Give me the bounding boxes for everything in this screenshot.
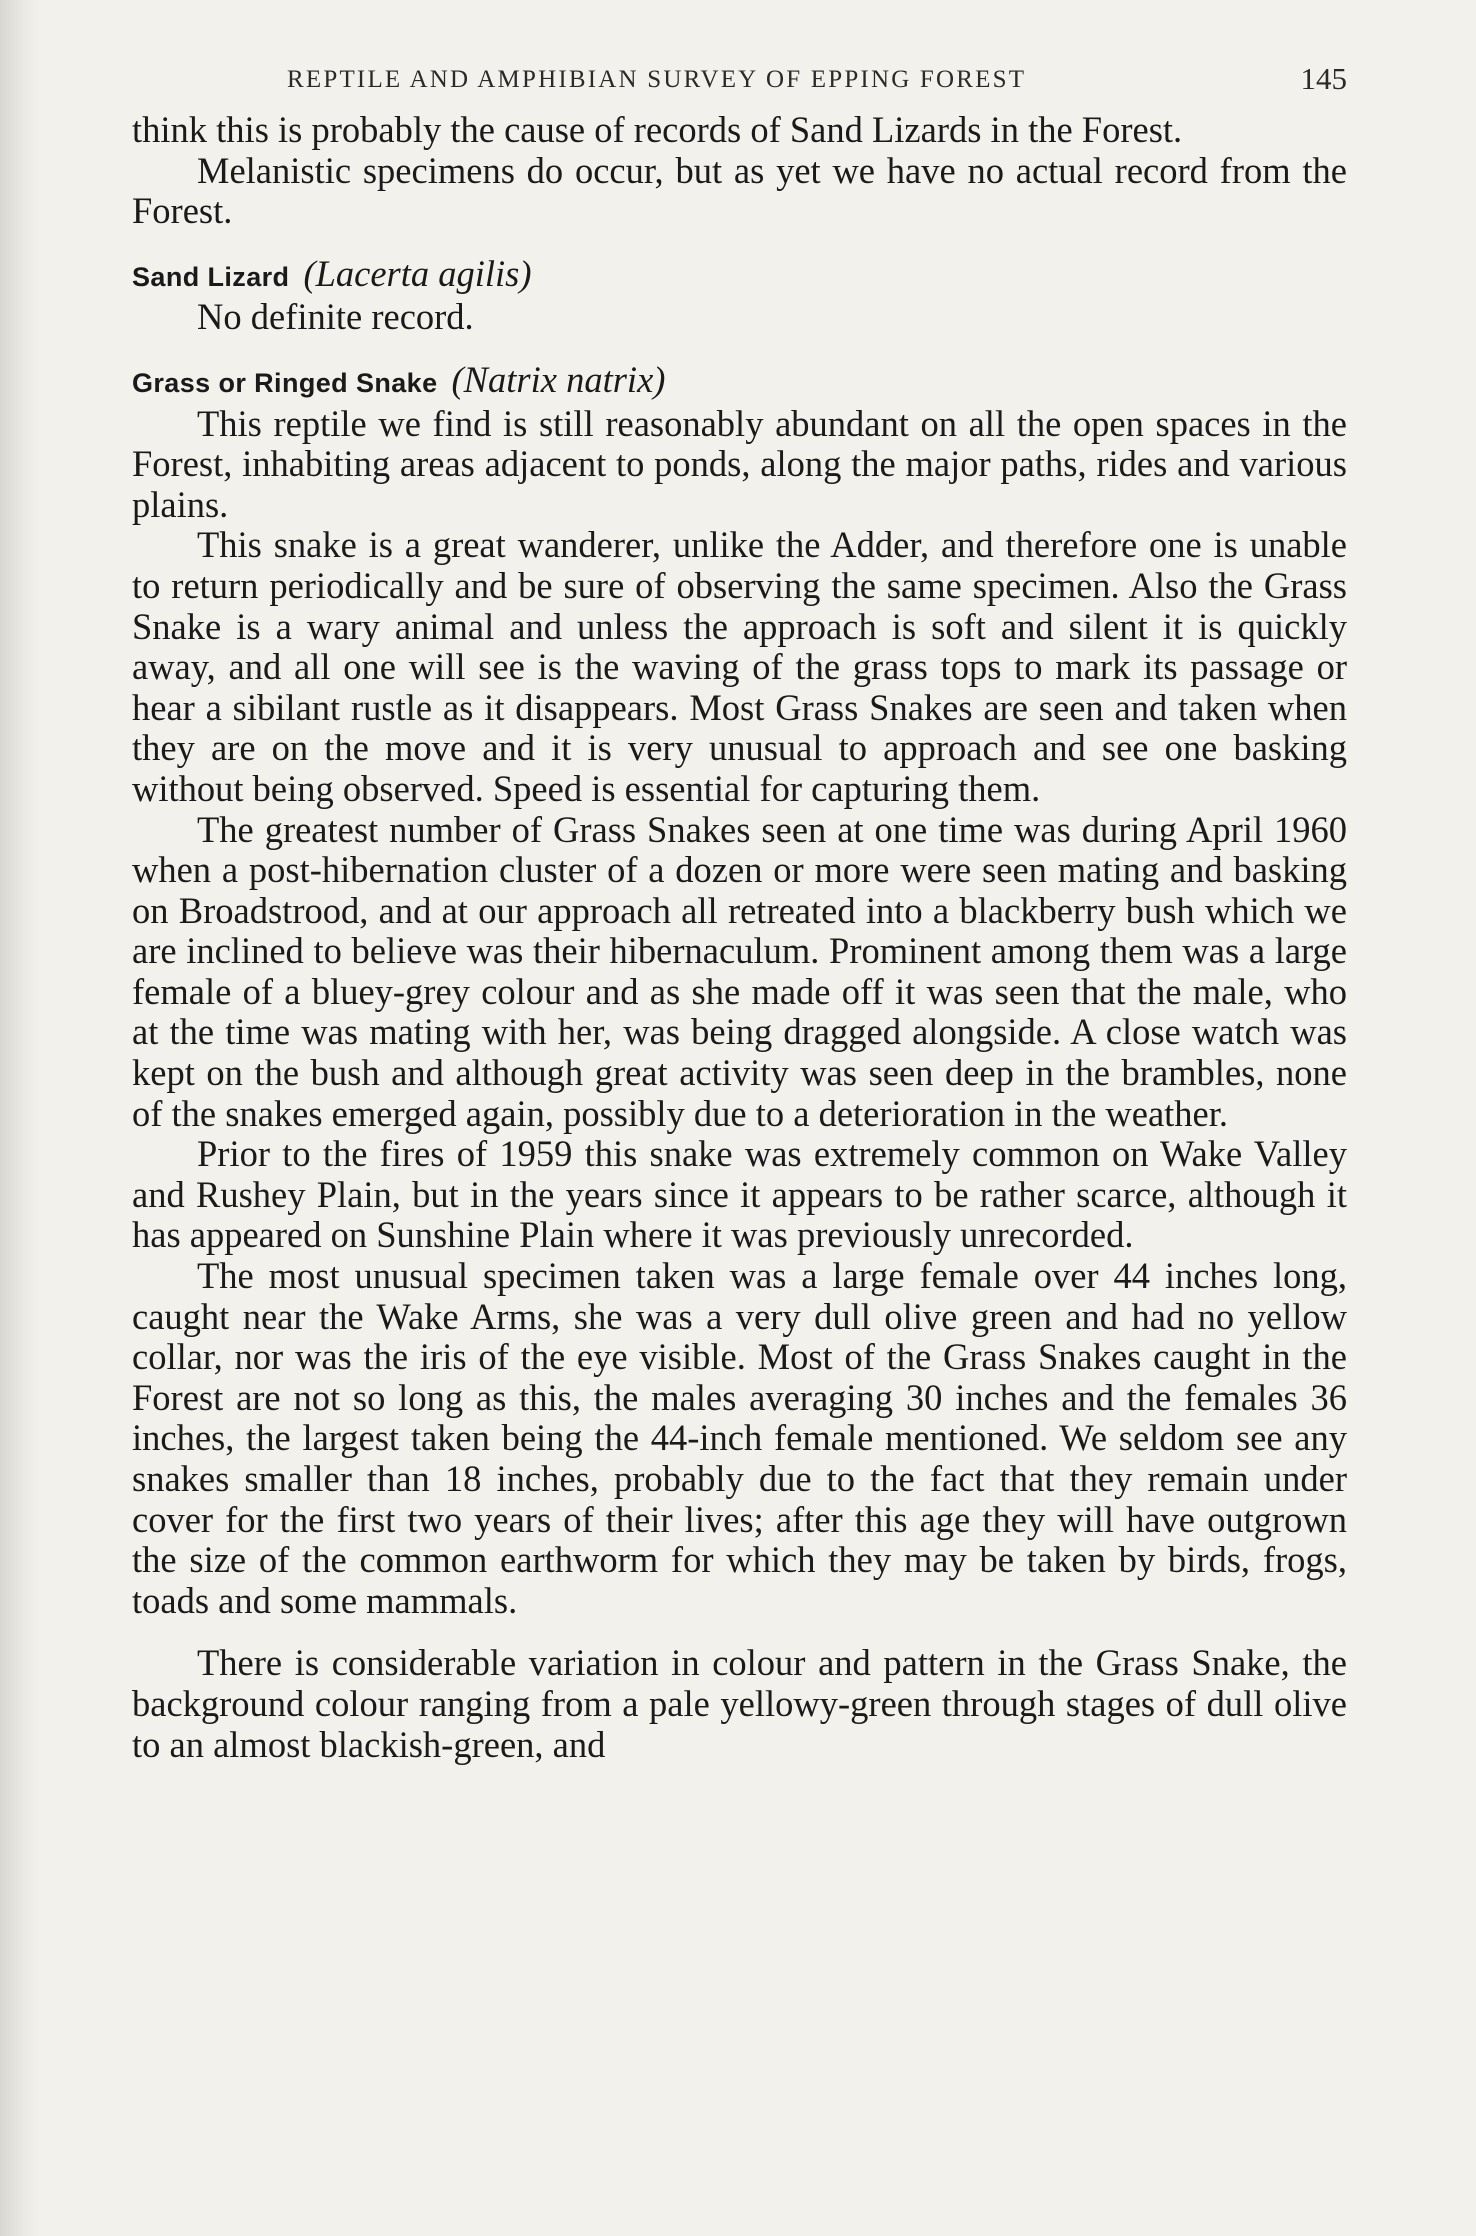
paragraph-grass-snake-abundance: This reptile we find is still reasonably abundant on all the open spaces in the Forest, inhabiting areas adjacent to ponds, along the major paths, rides and various plains. — [132, 402, 1347, 525]
paragraph-grass-snake-variation: There is considerable variation in colour and pattern in the Grass Snake, the background colour ranging from a pale yellowy-green through stages of dull olive to an almost blackish-green, and — [132, 1642, 1347, 1765]
paragraph-grass-snake-wanderer: This snake is a great wanderer, unlike the Adder, and therefore one is unable to return periodically and be sure of observing the same specimen. Also the Grass Snake is a wary animal and unless the approach is soft and silent it is quickly away, and all one will see is the waving of the grass tops to mark its passage or hear a sibilant rustle as it disappears. Most Grass Snakes are seen and taken when they are on the move and it is very unusual to approach and see one basking without being observed. Speed is essential for capturing them. — [132, 524, 1347, 809]
running-head-title: REPTILE AND AMPHIBIAN SURVEY OF EPPING FOREST — [287, 66, 1027, 93]
paragraph-grass-snake-specimen: The most unusual specimen taken was a large female over 44 inches long, caught near the Wake Arms, she was a very dull olive green and had no yellow collar, nor was the iris of the eye visible. Most of the Grass Snakes caught in the Forest are not so long as this, the males averaging 30 inches and the females 36 inches, the largest taken being the 44-inch female mentioned. We seldom see any snakes smaller than 18 inches, probably due to the fact that they remain under cover for the first two years of their lives; after this age they will have outgrown the size of the common earthworm for which they may be taken by birds, frogs, toads and some mammals. — [132, 1255, 1347, 1621]
paragraph-continued: think this is probably the cause of records of Sand Lizards in the Forest. — [132, 109, 1183, 150]
paragraph-sand-lizard: No definite record. — [197, 296, 474, 338]
page-number: 145 — [1300, 61, 1347, 96]
paragraph-grass-snake-fires: Prior to the fires of 1959 this snake was extremely common on Wake Valley and Rushey Plain, but in the years since it appears to be rather scarce, although it has appeared on Sunshine Plain where it was previously unrecorded. — [132, 1133, 1347, 1256]
page-gutter-shadow — [0, 0, 40, 2236]
species-common-name: Sand Lizard — [132, 261, 290, 292]
species-heading-grass-snake — [132, 360, 1347, 404]
species-latin-name: (Natrix natrix) — [451, 358, 666, 400]
paragraph-grass-snake-cluster: The greatest number of Grass Snakes seen at one time was during April 1960 when a post-hibernation cluster of a dozen or more were seen mating and basking on Broadstrood, and at our approach all retreated into a blackberry bush which we are inclined to believe was their hibernaculum. Prominent among them was a large female of a bluey-grey colour and as she made off it was seen that the male, who at the time was mating with her, was being dragged alongside. A close watch was kept on the bush and although great activity was seen deep in the brambles, none of the snakes emerged again, possibly due to a deterioration in the weather. — [132, 808, 1347, 1134]
paragraph-melanistic: Melanistic specimens do occur, but as yet we have no actual record from the Forest. — [132, 149, 1347, 232]
species-common-name: Grass or Ringed Snake — [132, 367, 438, 398]
species-heading-sand-lizard — [132, 254, 1347, 298]
body-text — [132, 110, 1347, 1765]
running-head — [132, 58, 1347, 110]
page — [132, 58, 1347, 1765]
species-latin-name: (Lacerta agilis) — [303, 252, 532, 294]
